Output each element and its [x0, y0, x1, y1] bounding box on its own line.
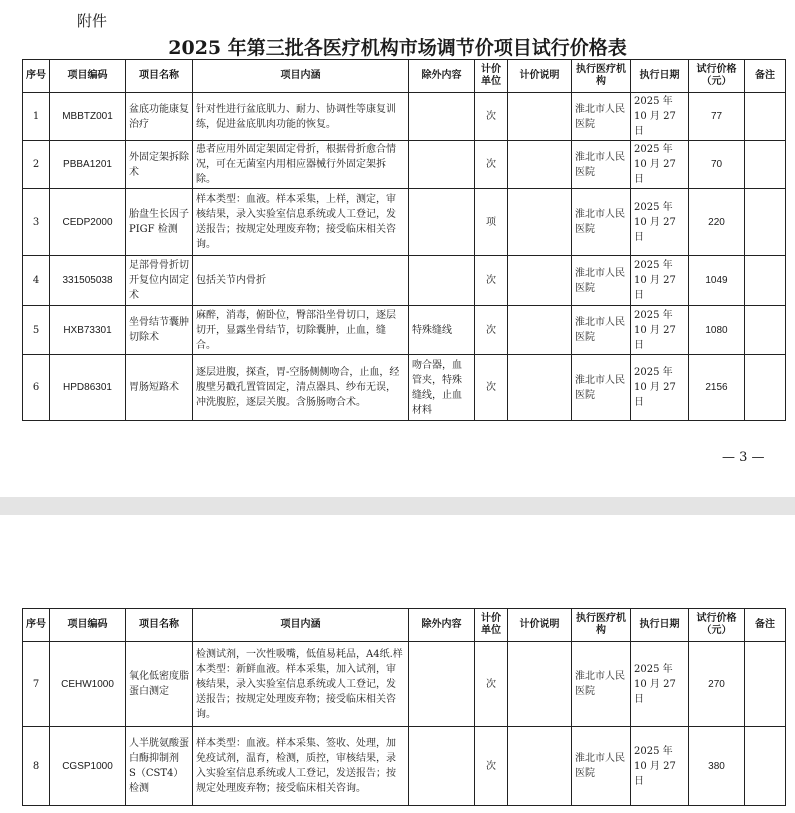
header-unit: 计价单位	[475, 60, 508, 93]
table-row	[23, 355, 786, 421]
cell-unit-note	[508, 93, 572, 141]
cell-unit: 次	[475, 355, 508, 421]
header-code: 项目编码	[50, 609, 126, 642]
cell-price: 380	[689, 727, 745, 806]
cell-name: 胃肠短路术	[126, 355, 193, 421]
cell-date: 2025 年 10 月 27 日	[631, 141, 689, 189]
header-name: 项目名称	[126, 609, 193, 642]
cell-excluded	[409, 93, 475, 141]
page-number: — 3 —	[722, 450, 765, 465]
cell-unit: 次	[475, 141, 508, 189]
table-row	[23, 256, 786, 306]
cell-unit: 次	[475, 93, 508, 141]
cell-name: 人半胱氨酸蛋白酶抑制剂 S（CST4）检测	[126, 727, 193, 806]
cell-excluded	[409, 141, 475, 189]
cell-unit-note	[508, 642, 572, 727]
cell-excluded: 特殊缝线	[409, 306, 475, 355]
cell-price: 220	[689, 189, 745, 256]
cell-seq: 4	[23, 256, 50, 306]
cell-content: 麻醉，消毒，俯卧位，臀部沿坐骨切口，逐层切开，显露坐骨结节，切除囊肿，止血，缝合。	[193, 306, 409, 355]
cell-seq: 5	[23, 306, 50, 355]
cell-remark	[745, 306, 786, 355]
cell-remark	[745, 355, 786, 421]
cell-date: 2025 年 10 月 27 日	[631, 189, 689, 256]
cell-seq: 1	[23, 93, 50, 141]
table-row	[23, 141, 786, 189]
header-price: 试行价格（元）	[689, 60, 745, 93]
cell-excluded	[409, 256, 475, 306]
cell-content: 逐层进腹，探查，胃-空肠侧侧吻合，止血，经腹壁另戳孔置管固定，清点器具、纱布无误，冲洗腹腔，逐层关腹。含肠肠吻合术。	[193, 355, 409, 421]
table-row	[23, 93, 786, 141]
cell-code: PBBA1201	[50, 141, 126, 189]
cell-content: 包括关节内骨折	[193, 256, 409, 306]
cell-content: 患者应用外固定架固定骨折，根据骨折愈合情况，可在无菌室内用相应器械行外固定架拆除。	[193, 141, 409, 189]
cell-institution: 淮北市人民医院	[572, 355, 631, 421]
cell-code: CGSP1000	[50, 727, 126, 806]
cell-institution: 淮北市人民医院	[572, 141, 631, 189]
cell-excluded: 吻合器，血管夹，特殊缝线，止血材料	[409, 355, 475, 421]
cell-price: 1080	[689, 306, 745, 355]
cell-content: 针对性进行盆底肌力、耐力、协调性等康复训练，促进盆底肌肉功能的恢复。	[193, 93, 409, 141]
cell-remark	[745, 93, 786, 141]
table-header-row	[23, 60, 786, 93]
cell-date: 2025 年 10 月 27 日	[631, 642, 689, 727]
cell-name: 盆底功能康复治疗	[126, 93, 193, 141]
cell-price: 270	[689, 642, 745, 727]
cell-unit-note	[508, 727, 572, 806]
header-content: 项目内涵	[193, 60, 409, 93]
header-remark: 备注	[745, 609, 786, 642]
cell-price: 77	[689, 93, 745, 141]
cell-unit: 次	[475, 306, 508, 355]
header-remark: 备注	[745, 60, 786, 93]
cell-date: 2025 年 10 月 27 日	[631, 256, 689, 306]
attachment-label: 附件	[77, 12, 108, 30]
cell-remark	[745, 189, 786, 256]
header-code: 项目编码	[50, 60, 126, 93]
cell-code: CEDP2000	[50, 189, 126, 256]
table-row	[23, 189, 786, 256]
cell-unit: 次	[475, 256, 508, 306]
cell-code: HPD86301	[50, 355, 126, 421]
cell-seq: 2	[23, 141, 50, 189]
document-title: 2025 年第三批各医疗机构市场调节价项目试行价格表	[168, 37, 627, 59]
header-name: 项目名称	[126, 60, 193, 93]
cell-code: HXB73301	[50, 306, 126, 355]
cell-seq: 3	[23, 189, 50, 256]
price-table-page-1	[22, 59, 786, 421]
header-institution: 执行医疗机构	[572, 609, 631, 642]
cell-date: 2025 年 10 月 27 日	[631, 355, 689, 421]
cell-seq: 7	[23, 642, 50, 727]
cell-name: 胎盘生长因子 PIGF 检测	[126, 189, 193, 256]
table-header-row	[23, 609, 786, 642]
cell-code: MBBTZ001	[50, 93, 126, 141]
cell-content: 检测试剂，一次性吸嘴，低值易耗品，A4纸.样本类型：新鲜血液。样本采集，加入试剂，审核结果，录入实验室信息系统或人工登记，发送报告；按规定处理废弃物；接受临床相关咨询。	[193, 642, 409, 727]
cell-unit: 次	[475, 642, 508, 727]
cell-date: 2025 年 10 月 27 日	[631, 306, 689, 355]
header-unit-note: 计价说明	[508, 60, 572, 93]
cell-price: 70	[689, 141, 745, 189]
cell-excluded	[409, 727, 475, 806]
header-seq: 序号	[23, 60, 50, 93]
cell-remark	[745, 727, 786, 806]
cell-content: 样本类型：血液。样本采集、签收、处理，加免疫试剂，温育，检测，质控，审核结果，录入实验室信息系统或人工登记，发送报告；按规定处理废弃物；接受临床相关咨询。	[193, 727, 409, 806]
cell-name: 氧化低密度脂蛋白测定	[126, 642, 193, 727]
table-row	[23, 642, 786, 727]
cell-name: 足部骨骨折切开复位内固定术	[126, 256, 193, 306]
cell-unit-note	[508, 355, 572, 421]
header-date: 执行日期	[631, 609, 689, 642]
header-unit-note: 计价说明	[508, 609, 572, 642]
cell-price: 2156	[689, 355, 745, 421]
header-seq: 序号	[23, 609, 50, 642]
header-content: 项目内涵	[193, 609, 409, 642]
header-institution: 执行医疗机构	[572, 60, 631, 93]
cell-institution: 淮北市人民医院	[572, 189, 631, 256]
header-excluded: 除外内容	[409, 609, 475, 642]
cell-excluded	[409, 189, 475, 256]
cell-institution: 淮北市人民医院	[572, 642, 631, 727]
cell-price: 1049	[689, 256, 745, 306]
cell-date: 2025 年 10 月 27 日	[631, 727, 689, 806]
page-gap	[0, 497, 795, 515]
cell-institution: 淮北市人民医院	[572, 93, 631, 141]
cell-content: 样本类型：血液。样本采集，上样，测定，审核结果，录入实验室信息系统或人工登记，发送报告；按规定处理废弃物；接受临床相关咨询。	[193, 189, 409, 256]
cell-date: 2025 年 10 月 27 日	[631, 93, 689, 141]
header-date: 执行日期	[631, 60, 689, 93]
cell-remark	[745, 141, 786, 189]
table-row	[23, 306, 786, 355]
price-table-page-2	[22, 608, 786, 806]
cell-seq: 6	[23, 355, 50, 421]
cell-institution: 淮北市人民医院	[572, 727, 631, 806]
cell-unit-note	[508, 141, 572, 189]
cell-institution: 淮北市人民医院	[572, 256, 631, 306]
header-unit: 计价单位	[475, 609, 508, 642]
header-price: 试行价格（元）	[689, 609, 745, 642]
cell-institution: 淮北市人民医院	[572, 306, 631, 355]
cell-unit: 项	[475, 189, 508, 256]
cell-name: 外固定架拆除术	[126, 141, 193, 189]
cell-name: 坐骨结节囊肿切除术	[126, 306, 193, 355]
cell-seq: 8	[23, 727, 50, 806]
cell-remark	[745, 642, 786, 727]
cell-unit: 次	[475, 727, 508, 806]
cell-unit-note	[508, 189, 572, 256]
cell-code: 331505038	[50, 256, 126, 306]
header-excluded: 除外内容	[409, 60, 475, 93]
cell-excluded	[409, 642, 475, 727]
cell-unit-note	[508, 256, 572, 306]
cell-unit-note	[508, 306, 572, 355]
cell-code: CEHW1000	[50, 642, 126, 727]
table-row	[23, 727, 786, 806]
cell-remark	[745, 256, 786, 306]
